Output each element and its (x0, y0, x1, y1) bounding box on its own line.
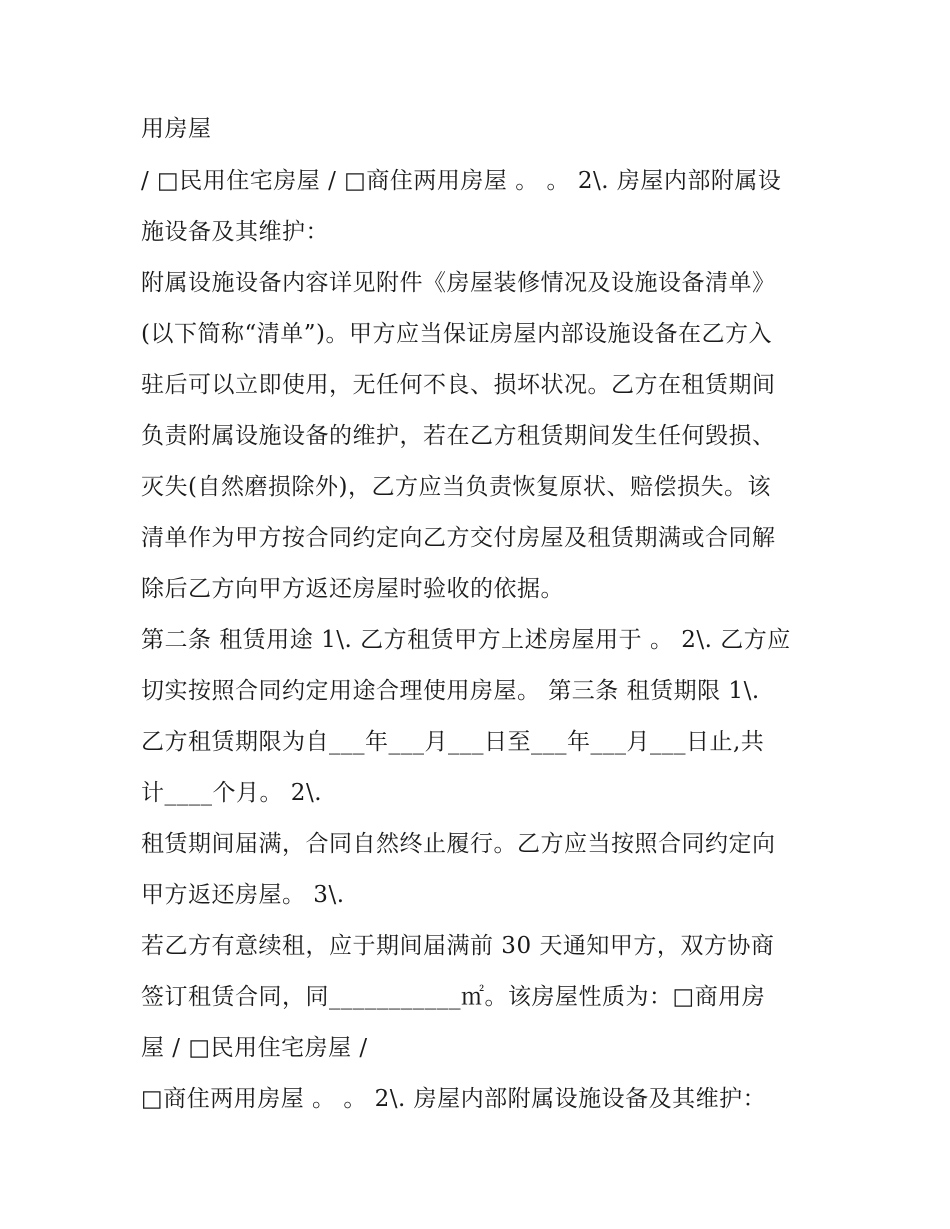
text-line: □商住两用房屋 。 。 2\. 房屋内部附属设施设备及其维护： (141, 1086, 767, 1112)
text-line: 乙方租赁期限为自___年___月___日至___年___月___日止,共 (141, 729, 765, 755)
text-line: 计____个月。 2\. (141, 780, 323, 806)
text-line: 第二条 租赁用途 1\. 乙方租赁甲方上述房屋用于 。 2\. 乙方应 (141, 627, 791, 653)
text-line: 负责附属设施设备的维护，若在乙方租赁期间发生任何毁损、 (141, 423, 776, 449)
text-line: 切实按照合同约定用途合理使用房屋。 第三条 租赁期限 1\. (141, 678, 760, 704)
text-line: 附属设施设备内容详见附件《房屋装修情况及设施设备清单》 (141, 270, 776, 296)
text-line: 租赁期间届满，合同自然终止履行。乙方应当按照合同约定向 (141, 831, 776, 857)
text-line: 清单作为甲方按合同约定向乙方交付房屋及租赁期满或合同解 (141, 525, 776, 551)
text-line: 签订租赁合同，同___________㎡。该房屋性质为：□商用房 (141, 984, 766, 1010)
text-line: 用房屋 (141, 116, 212, 142)
text-line: / □民用住宅房屋 / □商住两用房屋 。 。 2\. 房屋内部附属设 (141, 168, 782, 194)
text-line: 若乙方有意续租，应于期间届满前 30 天通知甲方，双方协商 (141, 933, 775, 959)
text-line: 屋 / □民用住宅房屋 / (141, 1035, 368, 1061)
text-line: 驻后可以立即使用，无任何不良、损坏状况。乙方在租赁期间 (141, 372, 776, 398)
text-line: 灭失(自然磨损除外)，乙方应当负责恢复原状、赔偿损失。该 (141, 474, 771, 500)
text-line: 施设备及其维护： (141, 219, 329, 245)
text-line: 甲方返还房屋。 3\. (141, 882, 345, 908)
text-line: (以下简称“清单”)。甲方应当保证房屋内部设施设备在乙方入 (141, 321, 772, 347)
text-line: 除后乙方向甲方返还房屋时验收的依据。 (141, 576, 564, 602)
